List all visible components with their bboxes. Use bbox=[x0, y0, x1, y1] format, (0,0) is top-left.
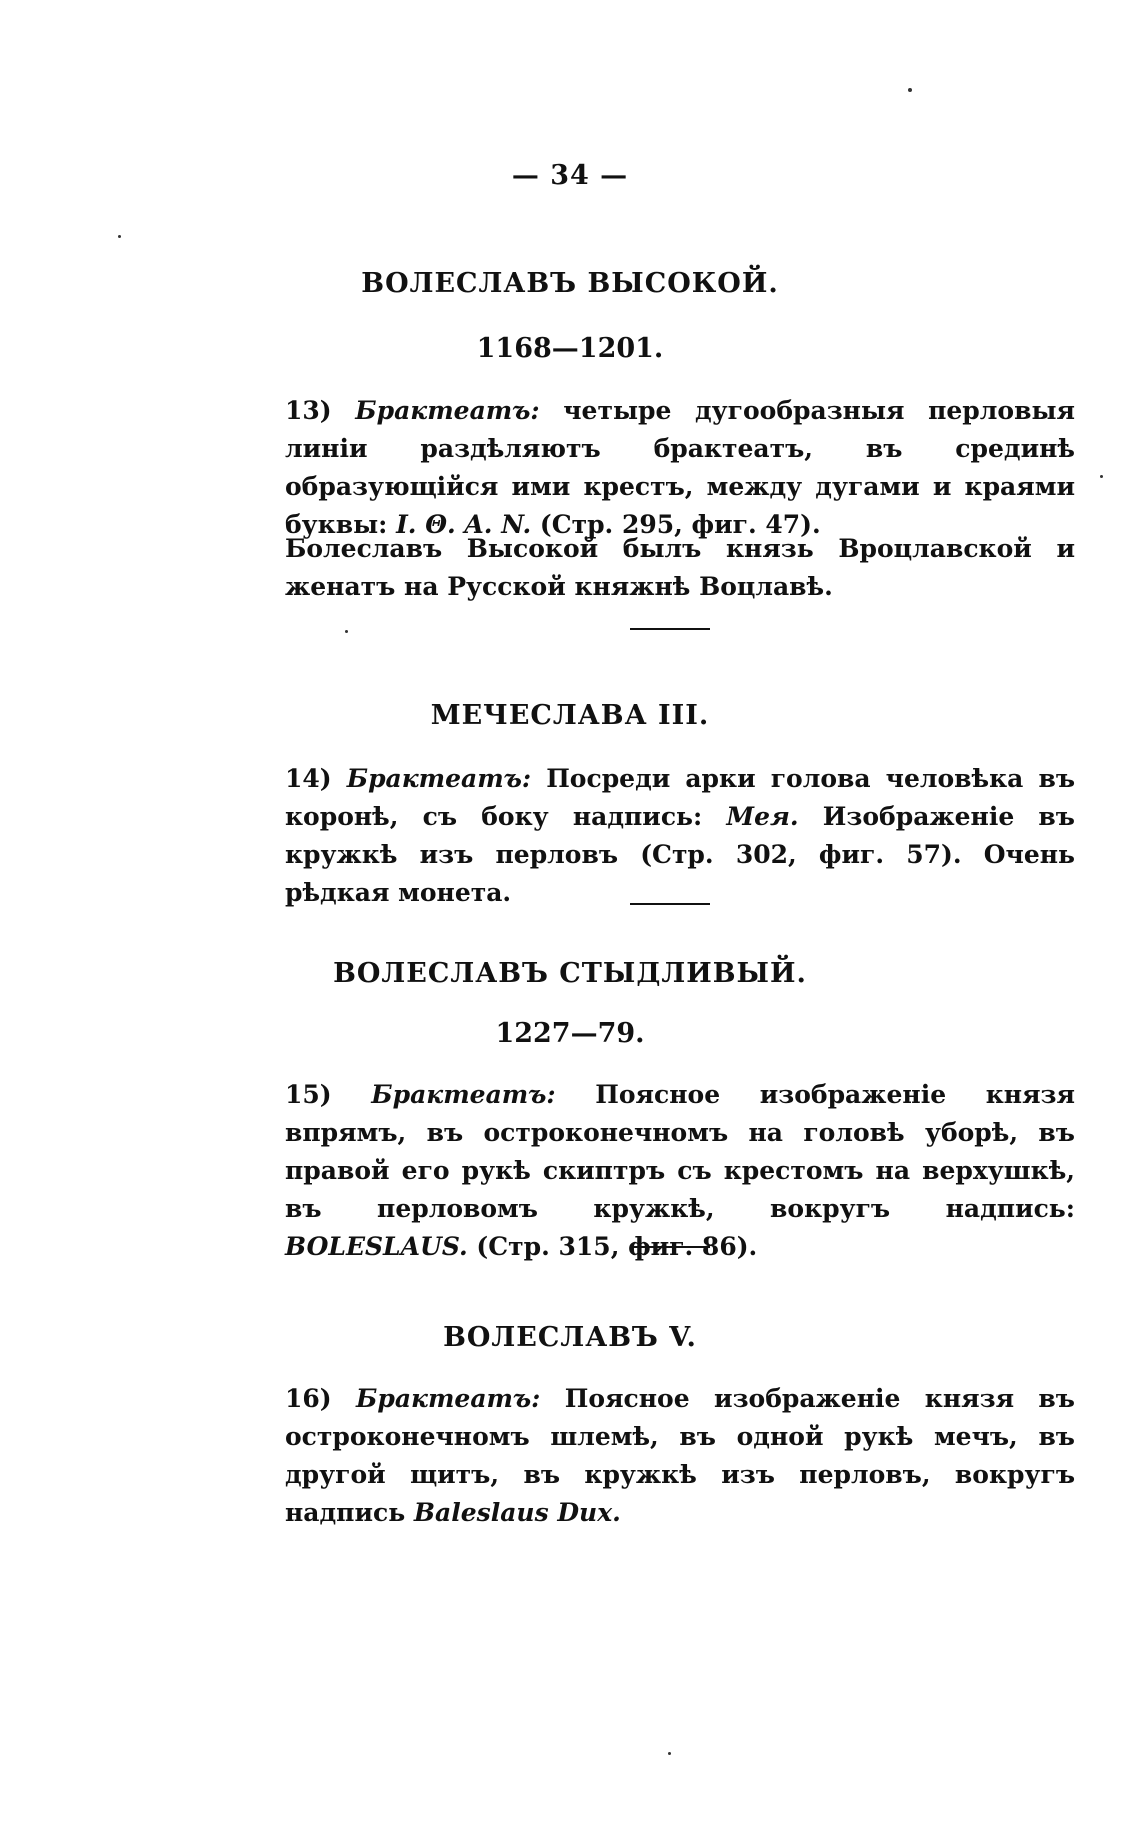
scan-speck bbox=[908, 88, 912, 92]
note-boleslav-vysokoy: Болеславъ Высокой былъ князь Вроцлавской и женатъ на Русской княжнѣ Воцлавѣ. bbox=[285, 534, 1075, 601]
scan-speck bbox=[668, 1752, 671, 1755]
entry-inscription: Baleslaus Dux. bbox=[413, 1498, 621, 1527]
entry-label: Брактеатъ: bbox=[355, 396, 540, 425]
entry-14 bbox=[285, 760, 1075, 912]
entry-number: 13) bbox=[285, 396, 332, 425]
entry-text: Поясное изображеніе князя въ остроконечномъ шлемѣ, въ одной рукѣ мечъ, въ другой щитъ, въ кружкѣ изъ перловъ, вокругъ надпись bbox=[285, 1384, 1075, 1527]
entry-15 bbox=[285, 1076, 1075, 1266]
section-heading-mecheslava-iii: МЕЧЕСЛАВА III. bbox=[430, 700, 710, 731]
entry-text: Посреди арки голова человѣка въ коронѣ, съ боку надпись: bbox=[285, 764, 1075, 831]
entry-label: Брактеатъ: bbox=[371, 1080, 556, 1109]
entry-inscription: I. Θ. A. N. bbox=[396, 510, 532, 539]
entry-reference: (Стр. 315, фиг. 86). bbox=[467, 1232, 758, 1261]
section-years-1168-1201: 1168—1201. bbox=[476, 333, 664, 364]
section-heading-boleslav-v: ВОЛЕСЛАВЪ V. bbox=[443, 1322, 697, 1353]
section-divider bbox=[630, 903, 710, 905]
entry-text: четыре дугообразныя перловыя линіи раздѣляютъ брактеатъ, въ срединѣ образующійся ими крестъ, между дугами и краями буквы: bbox=[285, 396, 1075, 539]
section-years-1227-79: 1227—79. bbox=[495, 1018, 645, 1049]
scan-speck bbox=[118, 235, 121, 238]
entry-text: Поясное изображеніе князя впрямъ, въ остроконечномъ на головѣ уборѣ, въ правой его рукѣ скиптръ съ крестомъ на верхушкѣ, въ перловомъ кружкѣ, вокругъ надпись: bbox=[285, 1080, 1075, 1223]
entry-number: 15) bbox=[285, 1080, 332, 1109]
entry-13 bbox=[285, 392, 1075, 544]
scan-speck bbox=[345, 630, 348, 633]
entry-reference: Изображеніе въ кружкѣ изъ перловъ (Стр. 302, фиг. 57). Очень рѣдкая монета. bbox=[285, 802, 1075, 907]
entry-label: Брактеатъ: bbox=[356, 1384, 541, 1413]
entry-16 bbox=[285, 1380, 1075, 1532]
entry-number: 16) bbox=[285, 1384, 332, 1413]
entry-inscription: BOLESLAUS. bbox=[285, 1232, 468, 1261]
entry-inscription: Мея. bbox=[726, 802, 799, 831]
entry-reference: (Стр. 295, фиг. 47). bbox=[531, 510, 821, 539]
section-divider bbox=[630, 1246, 710, 1248]
page-number: — 34 — bbox=[511, 160, 629, 191]
entry-number: 14) bbox=[285, 764, 332, 793]
entry-label: Брактеатъ: bbox=[346, 764, 532, 793]
scan-speck bbox=[1100, 475, 1103, 478]
section-heading-boleslav-vysokoy: ВОЛЕСЛАВЪ ВЫСОКОЙ. bbox=[361, 268, 779, 299]
section-divider bbox=[630, 628, 710, 630]
section-heading-boleslav-stydlivy: ВОЛЕСЛАВЪ СТЫДЛИВЫЙ. bbox=[333, 958, 807, 989]
